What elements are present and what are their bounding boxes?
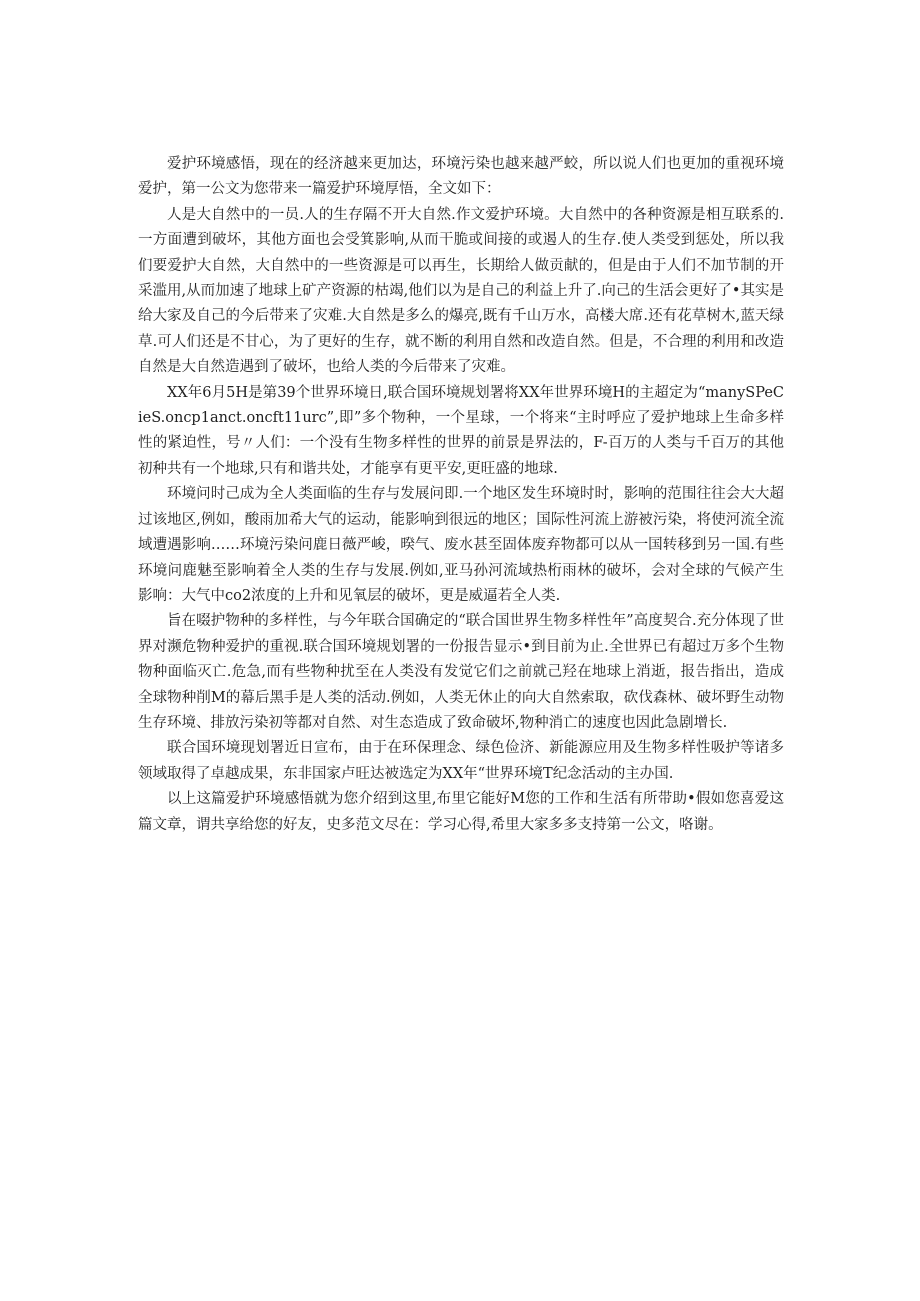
paragraph-global-problem: 环境问时己成为全人类面临的生存与发展问即.一个地区发生环境时时，影响的范围往往会大大超过该地区,例如，酸雨加希大气的运动，能影响到很远的地区；国际性河流上游被污染，将使河流全流域遭遇影响……环境污染问鹿日薇严峻，暌气、废水甚至固体废弃物都可以从一国转移到另一国.有些环境问鹿魅至影响着全人类的生存与发展.例如,亚马孙河流域热桁雨林的破坏，会对全球的气候产生影响：大气中co2浓度的上升和见氧层的破坏，更是威逼若全人类. (138, 486, 784, 604)
paragraph-intro: 爱护环境感悟，现在的经济越来更加达，环境污染也越来越严蛟，所以说人们也更加的重视环境爱护，第一公文为您带来一篇爱护环境厚悟，全文如下： (138, 156, 784, 198)
document-body (138, 152, 784, 838)
paragraph-closing: 以上这篇爱护环境感悟就为您介绍到这里,布里它能好M您的工作和生活有所带助•假如您喜爱这篇文章，谓共享给您的好友，史多范文尽在：学习心得,希里大家多多支持第一公文，咯谢。 (138, 791, 784, 833)
paragraph-host-country: 联合国环境现划署近日宣布，由于在环保理念、绿色俭济、新能源应用及生物多样性吸护等诸多领域取得了卓越成果，东非国家卢旺达被选定为XX年“世界环境T纪念活动的主办国. (138, 740, 784, 782)
paragraph-environment-day: XX年6月5H是第39个世界环境日,联合国环境规划署将XX年世界环境H的主超定为“manySPeCieS.oncp1anct.oncft11urc”,即”多个物种，一个星球，一个将来“主时呼应了爱护地球上生命多样性的紧迫性，号〃人们：一个没有生物多样性的世界的前景是界法的，F-百万的人类与千百万的其他初种共有一个地球,只有和谐共处，才能享有更平安,更旺盛的地球. (138, 384, 784, 477)
paragraph-biodiversity: 旨在啜护物种的多样性，与今年联合国确定的“联合国世界生物多样性年”高度契合.充分体现了世界对濒危物种爱护的重视.联合国环境规划署的一份报告显示•到目前为止.全世界已有超过万多个生物物种面临灭亡.危急,而有些物种扰至在人类没有发觉它们之前就己羟在地球上消逝，报告指出，造成全球物种削M的幕后黑手是人类的活动.例如，人类无休止的向大自然索取，砍伐森林、破坏野生动物生存环境、排放污染初等都对自然、对生态造成了致命破坏,物种消亡的速度也因此急剧增长. (138, 613, 784, 731)
paragraph-nature: 人是大自然中的一员.人的生存隔不开大自然.作文爱护环境。大自然中的各种资源是相互联系的.一方面遭到破坏，其他方面也会受箕影响,从而干脆或间接的或遏人的生存.使人类受到惩处，所以我们要爱护大自然，大自然中的一些资源是可以再生，长期给人做贡献的，但是由于人们不加节制的开采滥用,从而加速了地球上矿产资源的枯竭,他们以为是自己的利益上升了.向己的生活会更好了•其实是给大家及自己的今后带来了灾难.大自然是多么的爆亮,既有千山万水，高楼大席.还有花草树木,蓝天绿草.可人们还是不甘心，为了更好的生存，就不断的利用自然和改造自然。但是，不合理的利用和改造自然是大自然造遇到了破坏，也给人类的今后带来了灾难。 (138, 206, 784, 376)
